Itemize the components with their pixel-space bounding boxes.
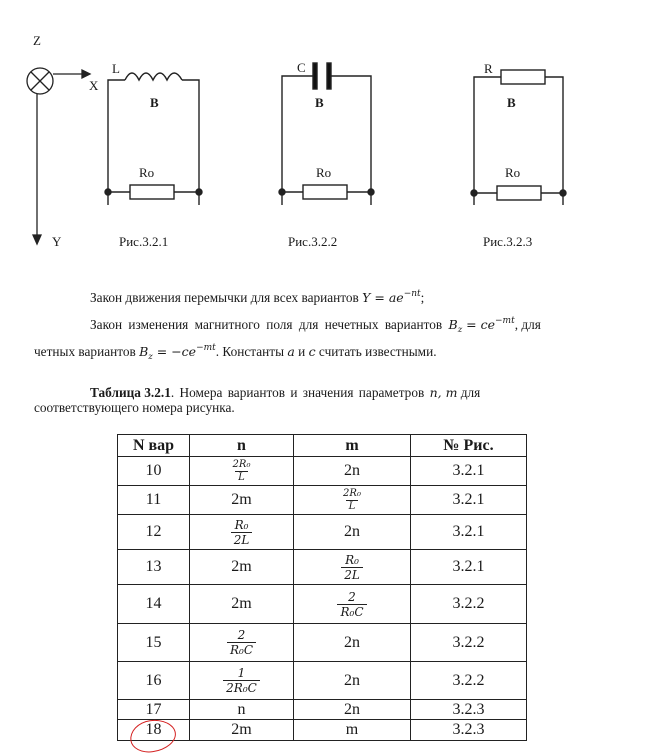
- numerator: 2R₀: [232, 458, 251, 470]
- y-axis-arrow-icon: [33, 235, 41, 244]
- z-axis-label: Z: [33, 33, 41, 48]
- field-formula-odd-exponent: −mt: [495, 316, 515, 326]
- motion-formula: Y = ae: [362, 290, 404, 305]
- cell-variant: 14: [118, 585, 190, 624]
- capacitor-icon: [313, 63, 317, 89]
- cell-m: m: [294, 720, 411, 741]
- circuit-fig-3-2-1: [105, 73, 202, 205]
- cell-variant: 15: [118, 624, 190, 662]
- figure-caption: Рис.3.2.2: [288, 234, 338, 249]
- fraction: [230, 460, 254, 483]
- cell-figure: 3.2.2: [411, 662, 527, 700]
- header-m: m: [294, 435, 411, 457]
- constants-text: . Константы: [215, 344, 288, 359]
- cell-figure: 3.2.3: [411, 700, 527, 720]
- cell-variant: 17: [118, 700, 190, 720]
- table-row: [118, 720, 527, 741]
- table-row: [118, 515, 527, 550]
- cell-figure: 3.2.1: [411, 457, 527, 486]
- field-law-line2-text: четных вариантов: [34, 344, 140, 359]
- resistor-ro-label: Ro: [316, 165, 332, 180]
- cell-variant: 18: [118, 720, 190, 741]
- field-law-line2: [34, 340, 437, 365]
- conjunction: и: [294, 344, 309, 359]
- table-caption-end: для: [457, 385, 481, 400]
- punct: ;: [420, 290, 425, 305]
- field-law-text: Закон изменения магнитного поля для нечетных вариантов: [90, 317, 449, 332]
- subscript: z: [148, 352, 153, 362]
- cell-variant: 10: [118, 457, 190, 486]
- resistor-ro-label: Ro: [139, 165, 155, 180]
- cell-n: 2m: [190, 585, 294, 624]
- cell-variant: 16: [118, 662, 190, 700]
- field-formula-odd-rhs: = ce: [462, 317, 495, 332]
- cell-m: 2n: [294, 662, 411, 700]
- x-axis-arrow-icon: [82, 70, 90, 78]
- table-row: [118, 585, 527, 624]
- cell-n: n: [190, 700, 294, 720]
- constant-a: a: [287, 344, 295, 359]
- fraction: [227, 629, 256, 656]
- figure-caption: Рис.3.2.3: [483, 234, 533, 249]
- header-n: n: [190, 435, 294, 457]
- header-figure: № Рис.: [411, 435, 527, 457]
- cell-n: [190, 457, 294, 486]
- table-caption-params: n, m: [429, 385, 458, 400]
- resistor-ro-icon: [497, 186, 541, 200]
- denominator: R₀C: [337, 604, 366, 618]
- fraction: [231, 519, 253, 546]
- denominator: R₀C: [227, 642, 256, 656]
- fraction: [340, 489, 364, 512]
- field-law-line1: [90, 313, 608, 338]
- field-law-line1-end: , для: [514, 317, 541, 332]
- table-row: [118, 550, 527, 585]
- field-formula-odd: B: [448, 317, 458, 332]
- table-row: [118, 457, 527, 486]
- resistor-r-label: R: [484, 61, 493, 76]
- cell-n: 2m: [190, 550, 294, 585]
- field-formula-even-exponent: −mt: [196, 343, 216, 353]
- capacitor-label: C: [297, 60, 306, 75]
- cell-variant: 11: [118, 486, 190, 515]
- cell-m: 2n: [294, 457, 411, 486]
- constants-tail: считать известными.: [315, 344, 437, 359]
- denominator: 2R₀C: [223, 680, 260, 694]
- y-axis-label: Y: [52, 234, 62, 249]
- resistor-ro-label: Ro: [505, 165, 521, 180]
- table-row: [118, 624, 527, 662]
- cell-m: [294, 486, 411, 515]
- variants-table: [117, 434, 527, 741]
- circuit-fig-3-2-3: [471, 70, 566, 205]
- cell-figure: 3.2.2: [411, 624, 527, 662]
- denominator: 2L: [341, 567, 363, 581]
- axes-diagram: [27, 68, 90, 244]
- fraction: [337, 591, 366, 618]
- cell-n: [190, 624, 294, 662]
- field-formula-even: B: [139, 344, 149, 359]
- figure-caption: Рис.3.2.1: [119, 234, 169, 249]
- cell-figure: 3.2.2: [411, 585, 527, 624]
- table-caption-line1: [90, 385, 480, 401]
- cell-figure: 3.2.1: [411, 515, 527, 550]
- field-label: B: [150, 95, 159, 110]
- field-label: B: [315, 95, 324, 110]
- table-row: [118, 700, 527, 720]
- resistor-ro-icon: [130, 185, 174, 199]
- cell-n: 2m: [190, 720, 294, 741]
- cell-variant: 13: [118, 550, 190, 585]
- cell-figure: 3.2.1: [411, 486, 527, 515]
- constant-c: c: [308, 344, 316, 359]
- subscript: z: [457, 325, 463, 335]
- x-axis-label: X: [89, 78, 99, 93]
- table-caption-line2: соответствующего номера рисунка.: [34, 400, 235, 415]
- denominator: L: [346, 500, 359, 512]
- resistor-r-icon: [501, 70, 545, 84]
- inductor-label: L: [112, 61, 120, 76]
- cell-figure: 3.2.3: [411, 720, 527, 741]
- cell-m: 2n: [294, 624, 411, 662]
- numerator: 2: [237, 628, 246, 642]
- circuit-fig-3-2-2: [279, 60, 374, 205]
- circuit-diagrams: [0, 0, 666, 260]
- field-formula-even-rhs: = −ce: [152, 344, 197, 359]
- fraction: [341, 554, 363, 581]
- numerator: 2R₀: [343, 487, 361, 499]
- table-row: [118, 662, 527, 700]
- motion-law-text: Закон движения перемычки для всех вариантов: [90, 290, 363, 305]
- cell-figure: 3.2.1: [411, 550, 527, 585]
- table-row: [118, 486, 527, 515]
- denominator: L: [235, 471, 248, 483]
- numerator: 2: [348, 589, 356, 604]
- fraction: [223, 667, 260, 694]
- cell-m: 2n: [294, 515, 411, 550]
- inductor-icon: [125, 73, 182, 80]
- table-caption-title: Таблица 3.2.1: [90, 385, 171, 400]
- denominator: 2L: [231, 532, 253, 546]
- cell-n: [190, 662, 294, 700]
- cell-n: [190, 515, 294, 550]
- cell-m: 2n: [294, 700, 411, 720]
- motion-law-paragraph: [90, 286, 424, 306]
- motion-formula-exponent: −nt: [403, 289, 421, 299]
- resistor-ro-icon: [303, 185, 347, 199]
- cell-m: [294, 550, 411, 585]
- table-caption-text: . Номера вариантов и значения параметров: [170, 385, 430, 400]
- header-variant: N вар: [118, 435, 190, 457]
- cell-variant: 12: [118, 515, 190, 550]
- numerator: R₀: [345, 552, 359, 567]
- cell-m: [294, 585, 411, 624]
- numerator: R₀: [234, 517, 249, 532]
- cell-n: 2m: [190, 486, 294, 515]
- table-header-row: [118, 435, 527, 457]
- field-label: B: [507, 95, 516, 110]
- numerator: 1: [237, 666, 246, 680]
